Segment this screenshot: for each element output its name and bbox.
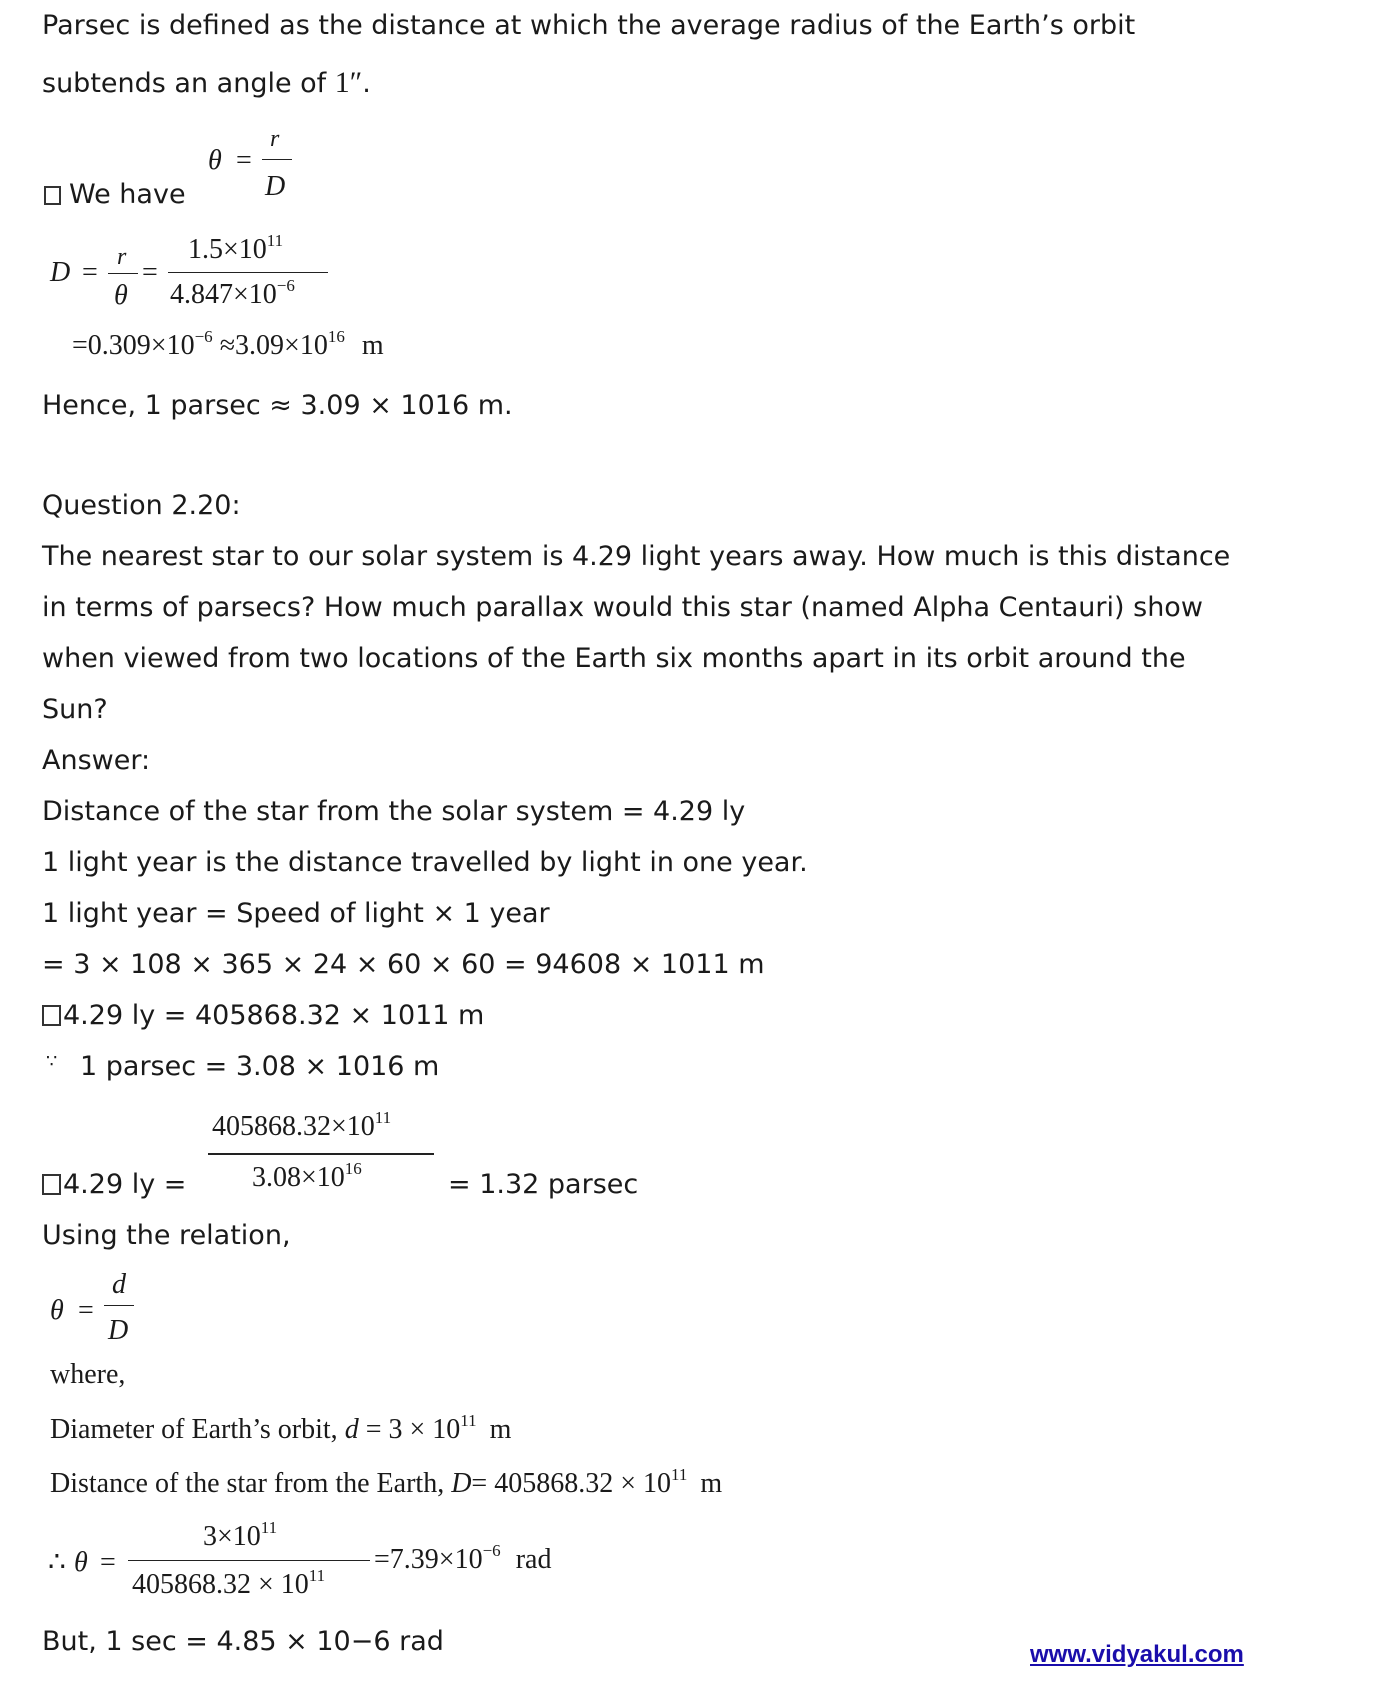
answer-line-3: 1 light year = Speed of light × 1 year	[42, 898, 550, 929]
frac2-num	[212, 1108, 392, 1145]
diameter-val: = 3 × 10	[365, 1414, 461, 1445]
calc1-num	[188, 231, 284, 268]
final-num-base: 3×10	[203, 1521, 261, 1552]
final-unit: rad	[515, 1544, 552, 1575]
distance-unit: m	[700, 1468, 723, 1499]
because-icon: ∵	[46, 1051, 58, 1072]
frac2-bar	[208, 1153, 434, 1155]
final-den	[132, 1566, 326, 1603]
frac2-lhs-text: 4.29 ly =	[63, 1169, 187, 1200]
diameter-text: Diameter of Earth’s orbit,	[50, 1414, 338, 1445]
relation-line: Using the relation,	[42, 1220, 291, 1251]
frac2-num-base: 405868.32×10	[212, 1111, 375, 1142]
calc1-result	[72, 327, 384, 364]
rel-num: d	[112, 1269, 126, 1300]
distance-line	[50, 1465, 723, 1502]
rel-theta: θ	[50, 1295, 64, 1326]
calc1-eq2: =	[142, 257, 158, 288]
calc1-frac-bar-2	[168, 272, 328, 273]
frac2-lhs	[42, 1169, 186, 1201]
we-have-eq: =	[236, 145, 252, 176]
vidyakul-link[interactable]: www.vidyakul.com	[1030, 1641, 1244, 1668]
where-label: where,	[50, 1359, 126, 1390]
calc1-theta: θ	[114, 280, 128, 311]
final-den-base: 405868.32 × 10	[132, 1569, 309, 1600]
one-arcsec: 1″	[334, 66, 363, 99]
calc1-frac-bar-1	[108, 273, 138, 274]
frac2-den	[252, 1159, 362, 1196]
but-line: But, 1 sec = 4.85 × 10−6 rad	[42, 1626, 444, 1657]
final-frac-bar	[128, 1560, 370, 1561]
final-num	[203, 1518, 278, 1555]
we-have-frac-bar	[262, 159, 292, 160]
final-eq: =	[100, 1547, 116, 1578]
distance-text: Distance of the star from the Earth,	[50, 1468, 445, 1499]
calc1-approx-exp: 16	[327, 327, 345, 346]
rel-den: D	[108, 1315, 129, 1346]
rel-frac-bar	[104, 1305, 134, 1306]
answer-line-4: = 3 × 108 × 365 × 24 × 60 × 60 = 94608 × 1011 m	[42, 949, 765, 980]
final-num-exp: 11	[260, 1518, 278, 1537]
calc1-r: r	[117, 244, 127, 270]
question-line-2: in terms of parsecs? How much parallax would this star (named Alpha Centauri) show	[42, 592, 1203, 623]
distance-val: = 405868.32 × 10	[471, 1468, 672, 1499]
question-line-1: The nearest star to our solar system is 4.29 light years away. How much is this distance	[42, 541, 1231, 572]
calc1-den-base: 4.847×10	[170, 279, 277, 310]
frac2-den-base: 3.08×10	[252, 1162, 345, 1193]
distance-exp: 11	[671, 1465, 688, 1484]
checkbox-glyph-icon	[44, 186, 61, 205]
calc1-res-base: =0.309×10	[72, 330, 195, 361]
answer-line-5	[42, 1000, 484, 1032]
we-have-num: r	[270, 126, 280, 152]
diameter-var: d	[344, 1414, 359, 1445]
diameter-unit: m	[489, 1414, 512, 1445]
frac2-den-exp: 16	[344, 1159, 362, 1178]
intro-line-2-text: subtends an angle of	[42, 68, 327, 99]
final-res-exp: −6	[482, 1541, 501, 1560]
calc1-res-exp: −6	[194, 327, 213, 346]
we-have-den: D	[265, 171, 286, 202]
rel-eq: =	[78, 1295, 94, 1326]
answer-line-5-text: 4.29 ly = 405868.32 × 1011 m	[63, 1000, 485, 1031]
distance-var: D	[451, 1468, 472, 1499]
checkbox-glyph-icon	[42, 1005, 61, 1026]
calc1-eq1: =	[82, 257, 98, 288]
question-line-4: Sun?	[42, 694, 108, 725]
answer-line-6: 1 parsec = 3.08 × 1016 m	[80, 1051, 440, 1082]
calc1-num-exp: 11	[266, 231, 284, 250]
calc1-den-exp: −6	[276, 276, 295, 295]
we-have-theta: θ	[208, 145, 222, 176]
frac2-result: = 1.32 parsec	[448, 1169, 639, 1200]
final-res-base: =7.39×10	[374, 1544, 483, 1575]
calc1-lhs: D	[50, 257, 71, 288]
answer-line-1: Distance of the star from the solar system = 4.29 ly	[42, 796, 746, 827]
final-result	[374, 1541, 552, 1578]
frac2-num-exp: 11	[374, 1108, 392, 1127]
hence-line: Hence, 1 parsec ≈ 3.09 × 1016 m.	[42, 390, 513, 421]
intro-period: .	[362, 68, 371, 99]
final-therefore: ∴	[48, 1547, 66, 1578]
answer-label: Answer:	[42, 745, 151, 776]
final-theta: θ	[74, 1547, 88, 1578]
calc1-num-base: 1.5×10	[188, 234, 267, 265]
diameter-exp: 11	[460, 1411, 477, 1430]
we-have-label: We have	[69, 179, 186, 210]
we-have-line	[44, 179, 186, 211]
calc1-unit: m	[361, 330, 384, 361]
checkbox-glyph-icon	[42, 1174, 61, 1195]
calc1-den	[170, 276, 295, 313]
final-den-exp: 11	[308, 1566, 326, 1585]
question-label: Question 2.20:	[42, 490, 241, 521]
calc1-approx: ≈3.09×10	[219, 330, 328, 361]
question-line-3: when viewed from two locations of the Earth six months apart in its orbit around the	[42, 643, 1186, 674]
intro-line-2	[42, 68, 371, 100]
answer-line-2: 1 light year is the distance travelled by light in one year.	[42, 847, 808, 878]
diameter-line	[50, 1411, 512, 1448]
intro-line-1: Parsec is defined as the distance at which the average radius of the Earth’s orbit	[42, 10, 1136, 41]
